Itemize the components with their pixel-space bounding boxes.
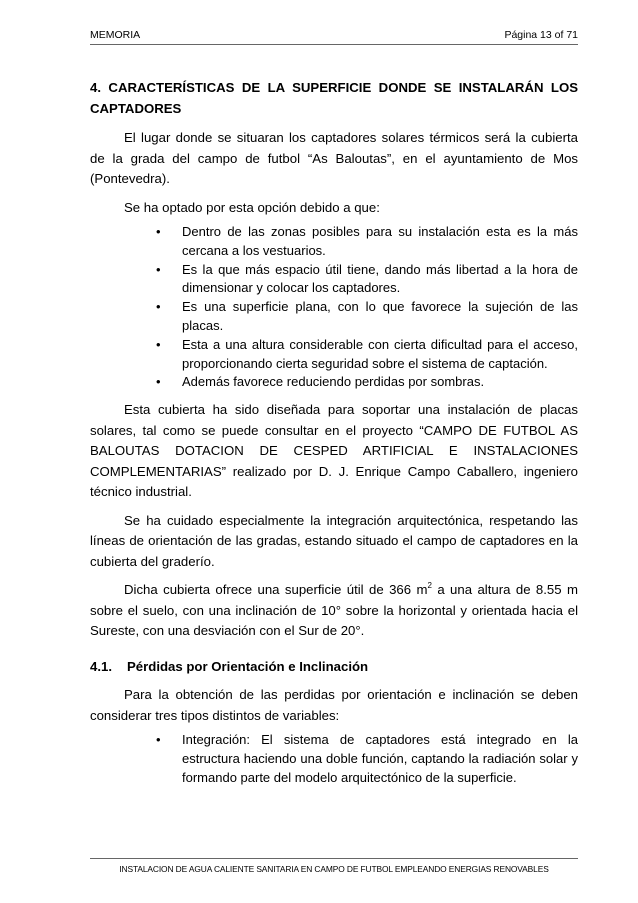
page-content bbox=[90, 78, 578, 788]
paragraph-location: El lugar donde se situaran los captadores solares térmicos será la cubierta de la grada del campo de futbol “As Baloutas”, en el ayuntamiento de Mos (Pontevedra). bbox=[90, 130, 578, 186]
list-item-text: Dentro de las zonas posibles para su instalación esta es la más cercana a los vestuarios. bbox=[182, 224, 578, 258]
list-item bbox=[156, 298, 578, 336]
bullet-icon: • bbox=[156, 374, 161, 390]
section-4-1-heading bbox=[90, 657, 578, 678]
list-item-text: Esta a una altura considerable con cierta dificultad para el acceso, proporcionando cierta seguridad sobre el sistema de captación. bbox=[182, 336, 578, 371]
page-number: Página 13 of 71 bbox=[504, 29, 578, 41]
list-item-text: Es una superficie plana, con lo que favorece la sujeción de las placas. bbox=[182, 299, 578, 333]
header-title: MEMORIA bbox=[90, 29, 141, 41]
section-4-1-title: Pérdidas por Orientación e Inclinación bbox=[127, 658, 369, 674]
paragraph-structure: Esta cubierta ha sido diseñada para soportar una instalación de placas solares, tal como se puede consultar en el proyecto “CAMPO DE FUTBOL AS BALOUTAS DOTACION DE CESPED ARTIFICIAL E INSTALACIONES COMPLEMENTARIAS” realizado por D. J. Enrique Campo Caballero, ingeniero técnico industrial. bbox=[90, 402, 578, 500]
bullet-icon: • bbox=[156, 261, 161, 277]
list-item bbox=[156, 731, 578, 787]
section-4-1-number: 4.1. bbox=[90, 658, 112, 674]
page-footer: INSTALACION DE AGUA CALIENTE SANITARIA EN CAMPO DE FUTBOL EMPLEANDO ENERGIAS RENOVABLES bbox=[90, 858, 578, 874]
section-4-heading bbox=[90, 78, 578, 119]
variables-list bbox=[90, 731, 578, 787]
page-header bbox=[90, 29, 578, 45]
list-item bbox=[156, 373, 578, 392]
bullet-icon: • bbox=[156, 732, 161, 748]
bullet-icon: • bbox=[156, 224, 161, 239]
list-item bbox=[156, 261, 578, 299]
bullet-icon: • bbox=[156, 336, 161, 352]
reasons-list bbox=[90, 223, 578, 392]
section-4-heading-line1: 4. CARACTERÍSTICAS DE LA SUPERFICIE DONDE SE INSTALARÁN LOS bbox=[90, 80, 578, 95]
surface-superscript: 2 bbox=[427, 581, 432, 591]
paragraph-losses-intro: Para la obtención de las perdidas por orientación e inclinación se deben considerar tres tipos distintos de variables: bbox=[90, 687, 578, 723]
paragraph-integration: Se ha cuidado especialmente la integración arquitectónica, respetando las líneas de orientación de las gradas, estando situado el campo de captadores en la cubierta del graderío. bbox=[90, 512, 578, 569]
list-item-text: Es la que más espacio útil tiene, dando más libertad a la hora de dimensionar y colocar los captadores. bbox=[182, 261, 578, 296]
surface-text-a: Dicha cubierta ofrece una superficie útil de 366 m bbox=[124, 582, 428, 598]
list-item-text: Integración: El sistema de captadores está integrado en la estructura haciendo una doble función, captando la radiación solar y formando parte del modelo arquitectónico de la superficie. bbox=[182, 732, 578, 785]
bullet-icon: • bbox=[156, 299, 161, 315]
list-item bbox=[156, 336, 578, 374]
section-4-heading-line2: CAPTADORES bbox=[90, 100, 182, 116]
paragraph-surface bbox=[90, 580, 578, 642]
list-item-text: Además favorece reduciendo perdidas por sombras. bbox=[182, 374, 485, 390]
list-item bbox=[156, 223, 578, 261]
surface-text-b: a una altura de 8.55 m sobre el suelo, con una inclinación de 10° sobre la horizontal y orientada hacia el Sureste, con una desviación con el Sur de 20°. bbox=[90, 582, 578, 639]
paragraph-reason-intro: Se ha optado por esta opción debido a que: bbox=[124, 199, 380, 215]
